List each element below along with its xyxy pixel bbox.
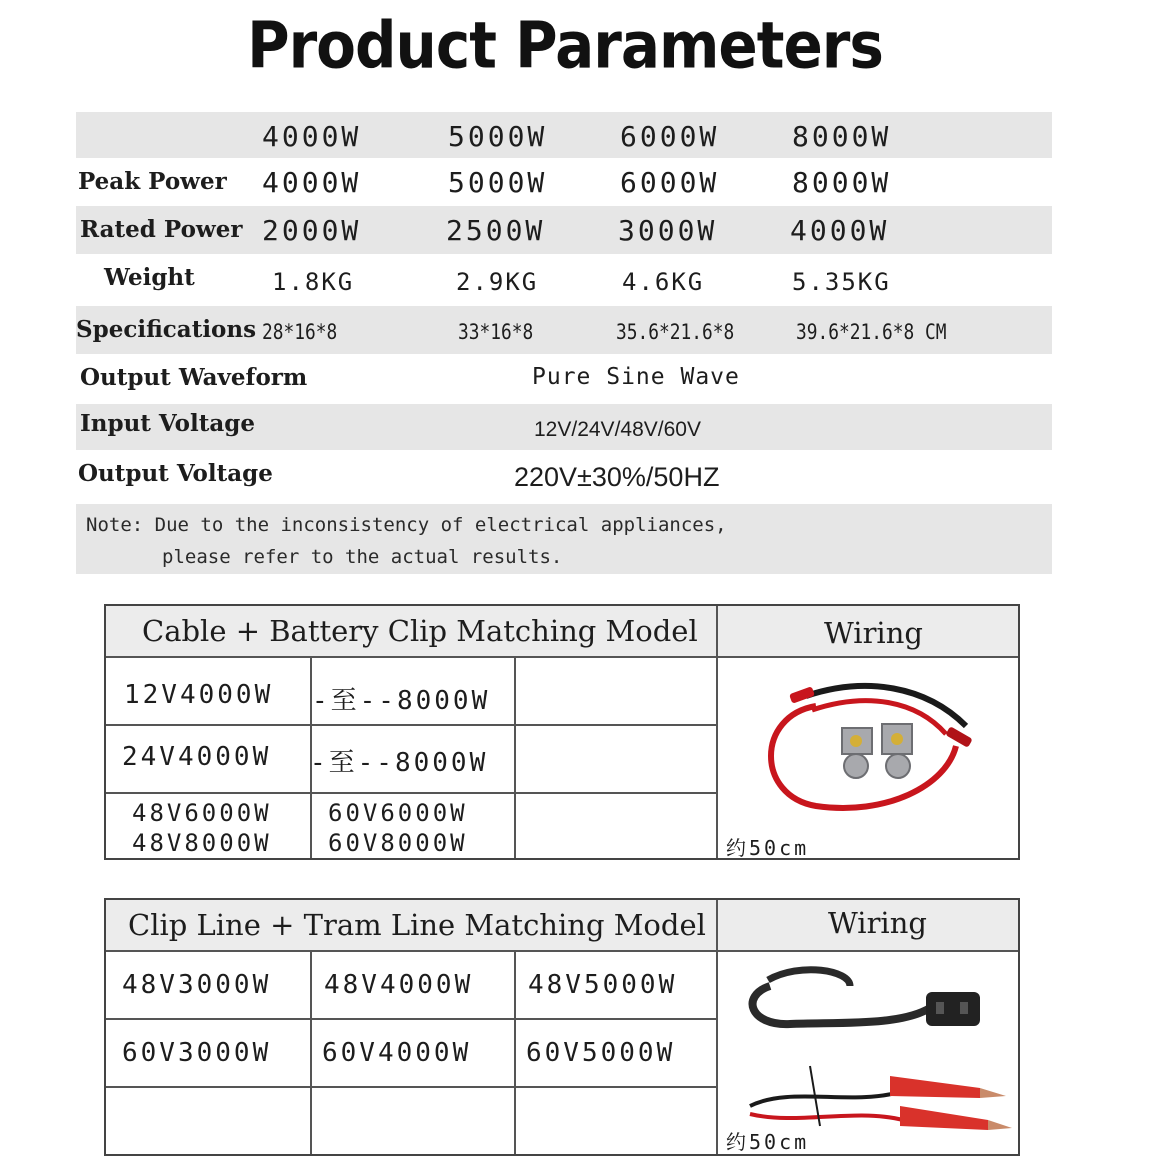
battery-cable-image: [746, 666, 1006, 836]
battery-clip-table: [104, 604, 1020, 860]
header-col-3: 6000W: [620, 120, 720, 153]
row-label: Output Waveform: [80, 364, 308, 391]
tram-line-table: [104, 898, 1020, 1156]
cell: 35.6*21.6*8: [616, 320, 735, 344]
cell: 5000W: [448, 166, 548, 199]
power-header-row: [76, 112, 1052, 158]
cell: Pure Sine Wave: [532, 364, 740, 390]
header-col-4: 8000W: [792, 120, 892, 153]
tram-table-header: Clip Line + Tram Line Matching Model: [106, 900, 718, 950]
model-cell: 12V4000W: [124, 680, 274, 710]
rated-power-row: [76, 206, 1052, 254]
header-col-1: 4000W: [262, 120, 362, 153]
note-line-1: Note: Due to the inconsistency of electrical appliances,: [86, 514, 727, 536]
output-voltage-row: [76, 450, 1052, 502]
cell: 2500W: [446, 214, 546, 247]
cell: 4000W: [790, 214, 890, 247]
model-cell: -至--8000W: [312, 686, 491, 716]
tram-wiring-header: Wiring: [718, 900, 1018, 950]
model-cell: 48V6000W: [132, 799, 272, 827]
cell: 3000W: [618, 214, 718, 247]
model-cell: 60V6000W: [328, 799, 468, 827]
cell: 220V±30%/50HZ: [514, 462, 720, 492]
row-label: Rated Power: [80, 216, 243, 243]
tram-cable-image: [730, 956, 1016, 1146]
model-cell: -至--8000W: [310, 748, 489, 778]
weight-row: [76, 254, 1052, 306]
cell: 4000W: [262, 166, 362, 199]
model-cell: 60V3000W: [122, 1038, 272, 1068]
cell: 28*16*8: [262, 320, 338, 344]
cable-length-label: 约50cm: [726, 836, 810, 860]
model-cell: 60V4000W: [322, 1038, 472, 1068]
cell: 12V/24V/48V/60V: [534, 418, 701, 441]
page-title: Product Parameters: [247, 8, 883, 83]
tram-length-label: 约50cm: [726, 1130, 810, 1154]
battery-table-header: Cable + Battery Clip Matching Model: [106, 606, 718, 656]
battery-wiring-header: Wiring: [718, 606, 1018, 656]
model-cell: 48V4000W: [324, 970, 474, 1000]
row-label: Output Voltage: [78, 460, 273, 487]
cell: 39.6*21.6*8 CM: [796, 320, 947, 344]
row-label: Specifications: [76, 316, 257, 343]
cell: 5.35KG: [792, 268, 891, 296]
cell: 33*16*8: [458, 320, 534, 344]
parameter-table: [76, 112, 1052, 502]
row-label: Peak Power: [78, 168, 227, 195]
cell: 8000W: [792, 166, 892, 199]
input-voltage-row: [76, 404, 1052, 450]
model-cell: 60V8000W: [328, 829, 468, 857]
specifications-row: [76, 306, 1052, 354]
cell: 2.9KG: [456, 268, 539, 296]
model-cell: 48V8000W: [132, 829, 272, 857]
cell: 2000W: [262, 214, 362, 247]
row-label: Input Voltage: [80, 410, 255, 437]
header-col-2: 5000W: [448, 120, 548, 153]
note-box: [76, 504, 1052, 574]
peak-power-row: [76, 158, 1052, 206]
note-line-2: please refer to the actual results.: [162, 546, 563, 568]
model-cell: 24V4000W: [122, 742, 272, 772]
cell: 4.6KG: [622, 268, 705, 296]
model-cell: 60V5000W: [526, 1038, 676, 1068]
cell: 6000W: [620, 166, 720, 199]
row-label: Weight: [104, 264, 195, 291]
model-cell: 48V3000W: [122, 970, 272, 1000]
cell: 1.8KG: [272, 268, 355, 296]
model-cell: 48V5000W: [528, 970, 678, 1000]
output-waveform-row: [76, 354, 1052, 404]
